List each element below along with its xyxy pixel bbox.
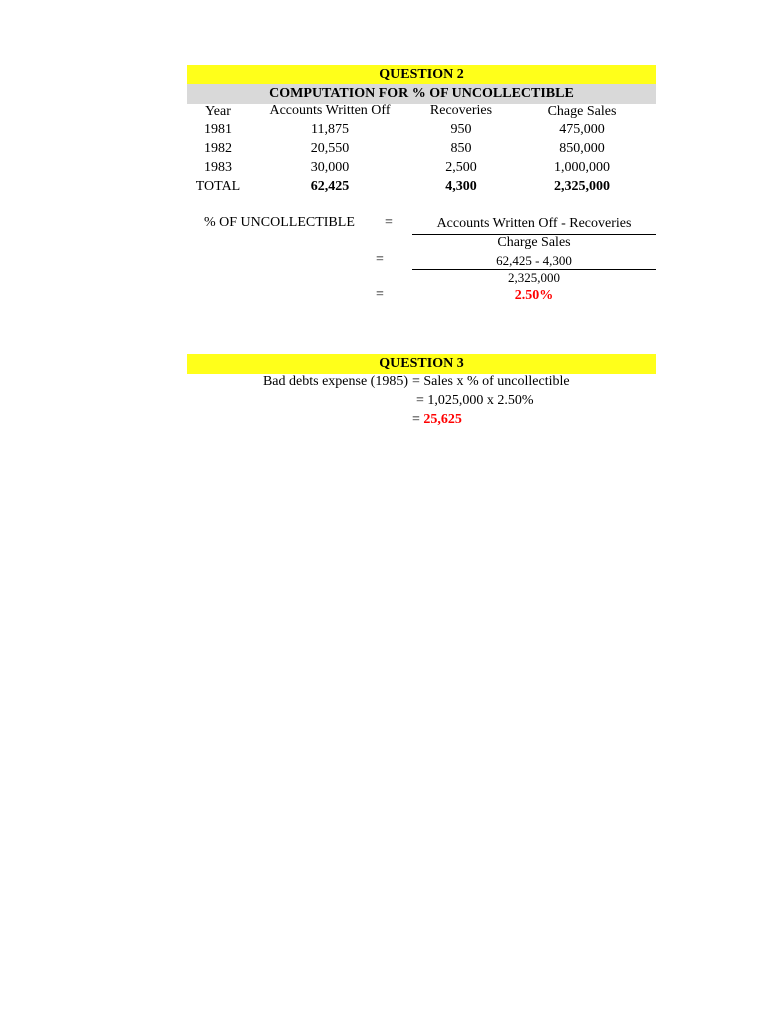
formula-equals-3: = xyxy=(376,287,384,302)
formula-equals-1: = xyxy=(385,215,393,230)
header-accounts-written-off: Accounts Written Off xyxy=(269,103,391,118)
row-1982-written-off: 20,550 xyxy=(310,141,350,156)
row-1982-sales: 850,000 xyxy=(559,141,605,156)
total-label: TOTAL xyxy=(195,179,241,194)
bad-debts-computation: = 1,025,000 x 2.50% xyxy=(416,393,534,408)
bad-debts-label: Bad debts expense (1985) xyxy=(262,374,408,389)
row-1983-sales: 1,000,000 xyxy=(554,160,610,175)
bad-debts-result: 25,625 xyxy=(423,412,462,427)
header-year: Year xyxy=(205,104,231,119)
computation-subtitle: COMPUTATION FOR % OF UNCOLLECTIBLE xyxy=(187,84,656,104)
bad-debts-formula: = Sales x % of uncollectible xyxy=(412,374,570,389)
row-1983-recoveries: 2,500 xyxy=(445,160,477,175)
row-1982-recoveries: 850 xyxy=(450,141,472,156)
row-1983-year: 1983 xyxy=(204,160,232,175)
computation-numerator: 62,425 - 4,300 xyxy=(496,253,572,268)
row-1981-year: 1981 xyxy=(204,122,232,137)
total-recoveries: 4,300 xyxy=(445,179,477,194)
row-1981-written-off: 11,875 xyxy=(311,122,349,137)
uncollectible-result: 2.50% xyxy=(514,288,554,303)
question-3-title: QUESTION 3 xyxy=(187,354,656,374)
formula-denominator: Charge Sales xyxy=(497,235,571,250)
bad-debts-result-line xyxy=(412,412,462,428)
row-1981-recoveries: 950 xyxy=(450,122,472,137)
total-sales: 2,325,000 xyxy=(554,179,610,194)
formula-label: % OF UNCOLLECTIBLE xyxy=(204,215,355,230)
bad-debts-equals: = xyxy=(412,412,420,427)
row-1982-year: 1982 xyxy=(204,141,232,156)
formula-numerator: Accounts Written Off - Recoveries xyxy=(436,216,632,231)
header-recoveries: Recoveries xyxy=(429,103,493,118)
question-2-title: QUESTION 2 xyxy=(187,65,656,85)
total-written-off: 62,425 xyxy=(310,179,350,194)
formula-equals-2: = xyxy=(376,252,384,267)
computation-denominator: 2,325,000 xyxy=(508,270,560,285)
row-1981-sales: 475,000 xyxy=(559,122,605,137)
row-1983-written-off: 30,000 xyxy=(310,160,350,175)
header-charge-sales: Chage Sales xyxy=(547,104,617,119)
